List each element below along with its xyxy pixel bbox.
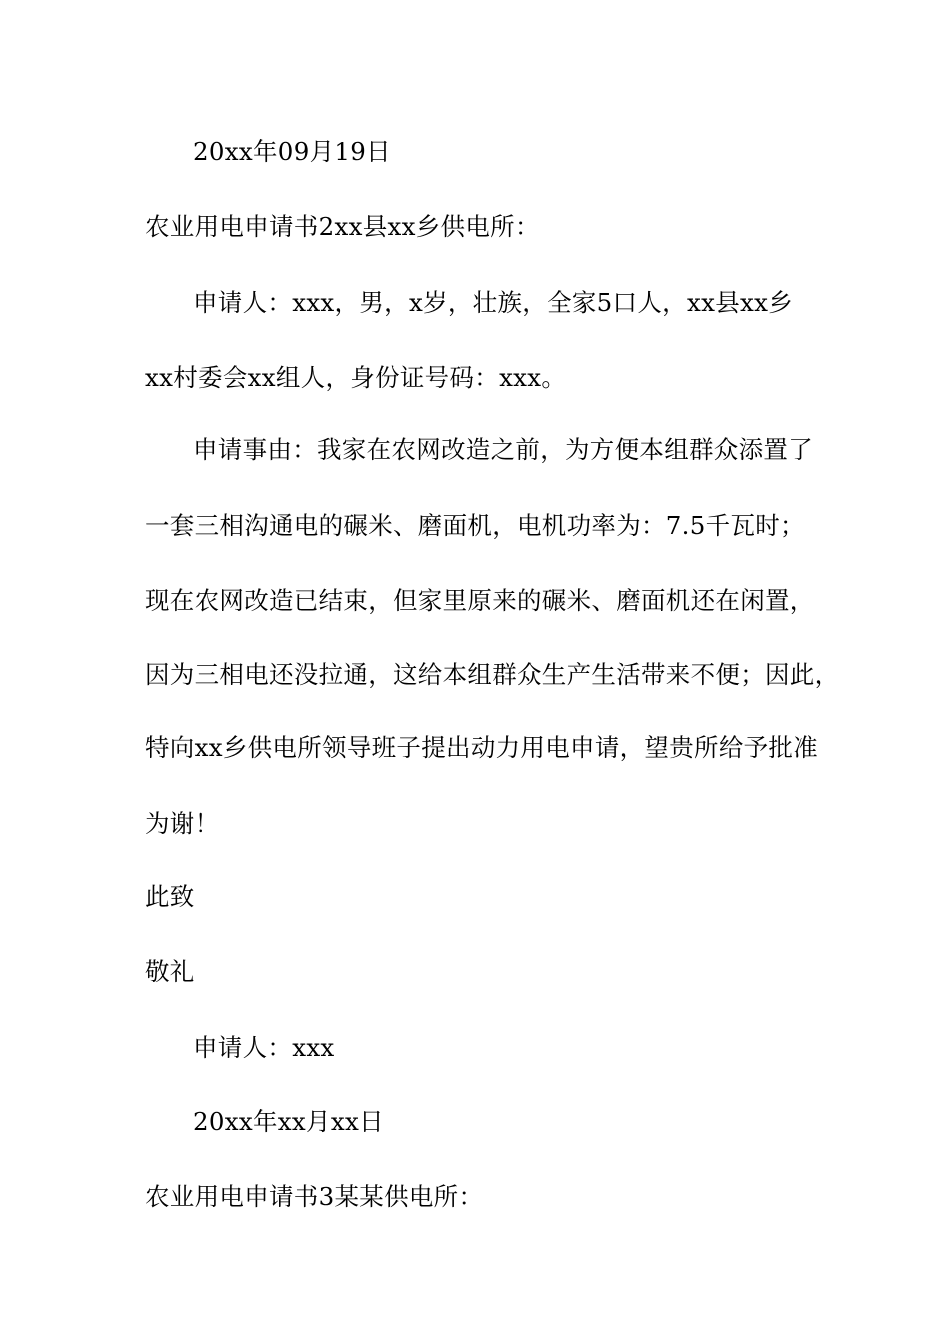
- letter-heading-3: 农业用电申请书3某某供电所：: [145, 1182, 484, 1211]
- reason-line-5: 特向xx乡供电所领导班子提出动力用电申请，望贵所给予批准: [145, 733, 819, 762]
- closing-salutation-2: 敬礼: [145, 957, 195, 986]
- date-line-1: 20xx年09月19日: [193, 137, 391, 166]
- reason-line-4: 因为三相电还没拉通，这给本组群众生产生活带来不便；因此，: [145, 660, 840, 689]
- signature-applicant: 申请人：xxx: [193, 1033, 335, 1062]
- applicant-info-line-1: 申请人：xxx，男，x岁，壮族，全家5口人，xx县xx乡: [193, 288, 794, 317]
- reason-line-2: 一套三相沟通电的碾米、磨面机，电机功率为：7.5千瓦时；: [145, 511, 805, 540]
- reason-line-1: 申请事由：我家在农网改造之前，为方便本组群众添置了: [193, 435, 813, 464]
- reason-line-3: 现在农网改造已结束，但家里原来的碾米、磨面机还在闲置，: [145, 586, 815, 615]
- reason-line-6: 为谢！: [145, 809, 220, 838]
- closing-salutation-1: 此致: [145, 882, 195, 911]
- signature-date: 20xx年xx月xx日: [193, 1107, 384, 1136]
- applicant-info-line-2: xx村委会xx组人，身份证号码：xxx。: [145, 363, 567, 392]
- letter-heading-2: 农业用电申请书2xx县xx乡供电所：: [145, 212, 540, 241]
